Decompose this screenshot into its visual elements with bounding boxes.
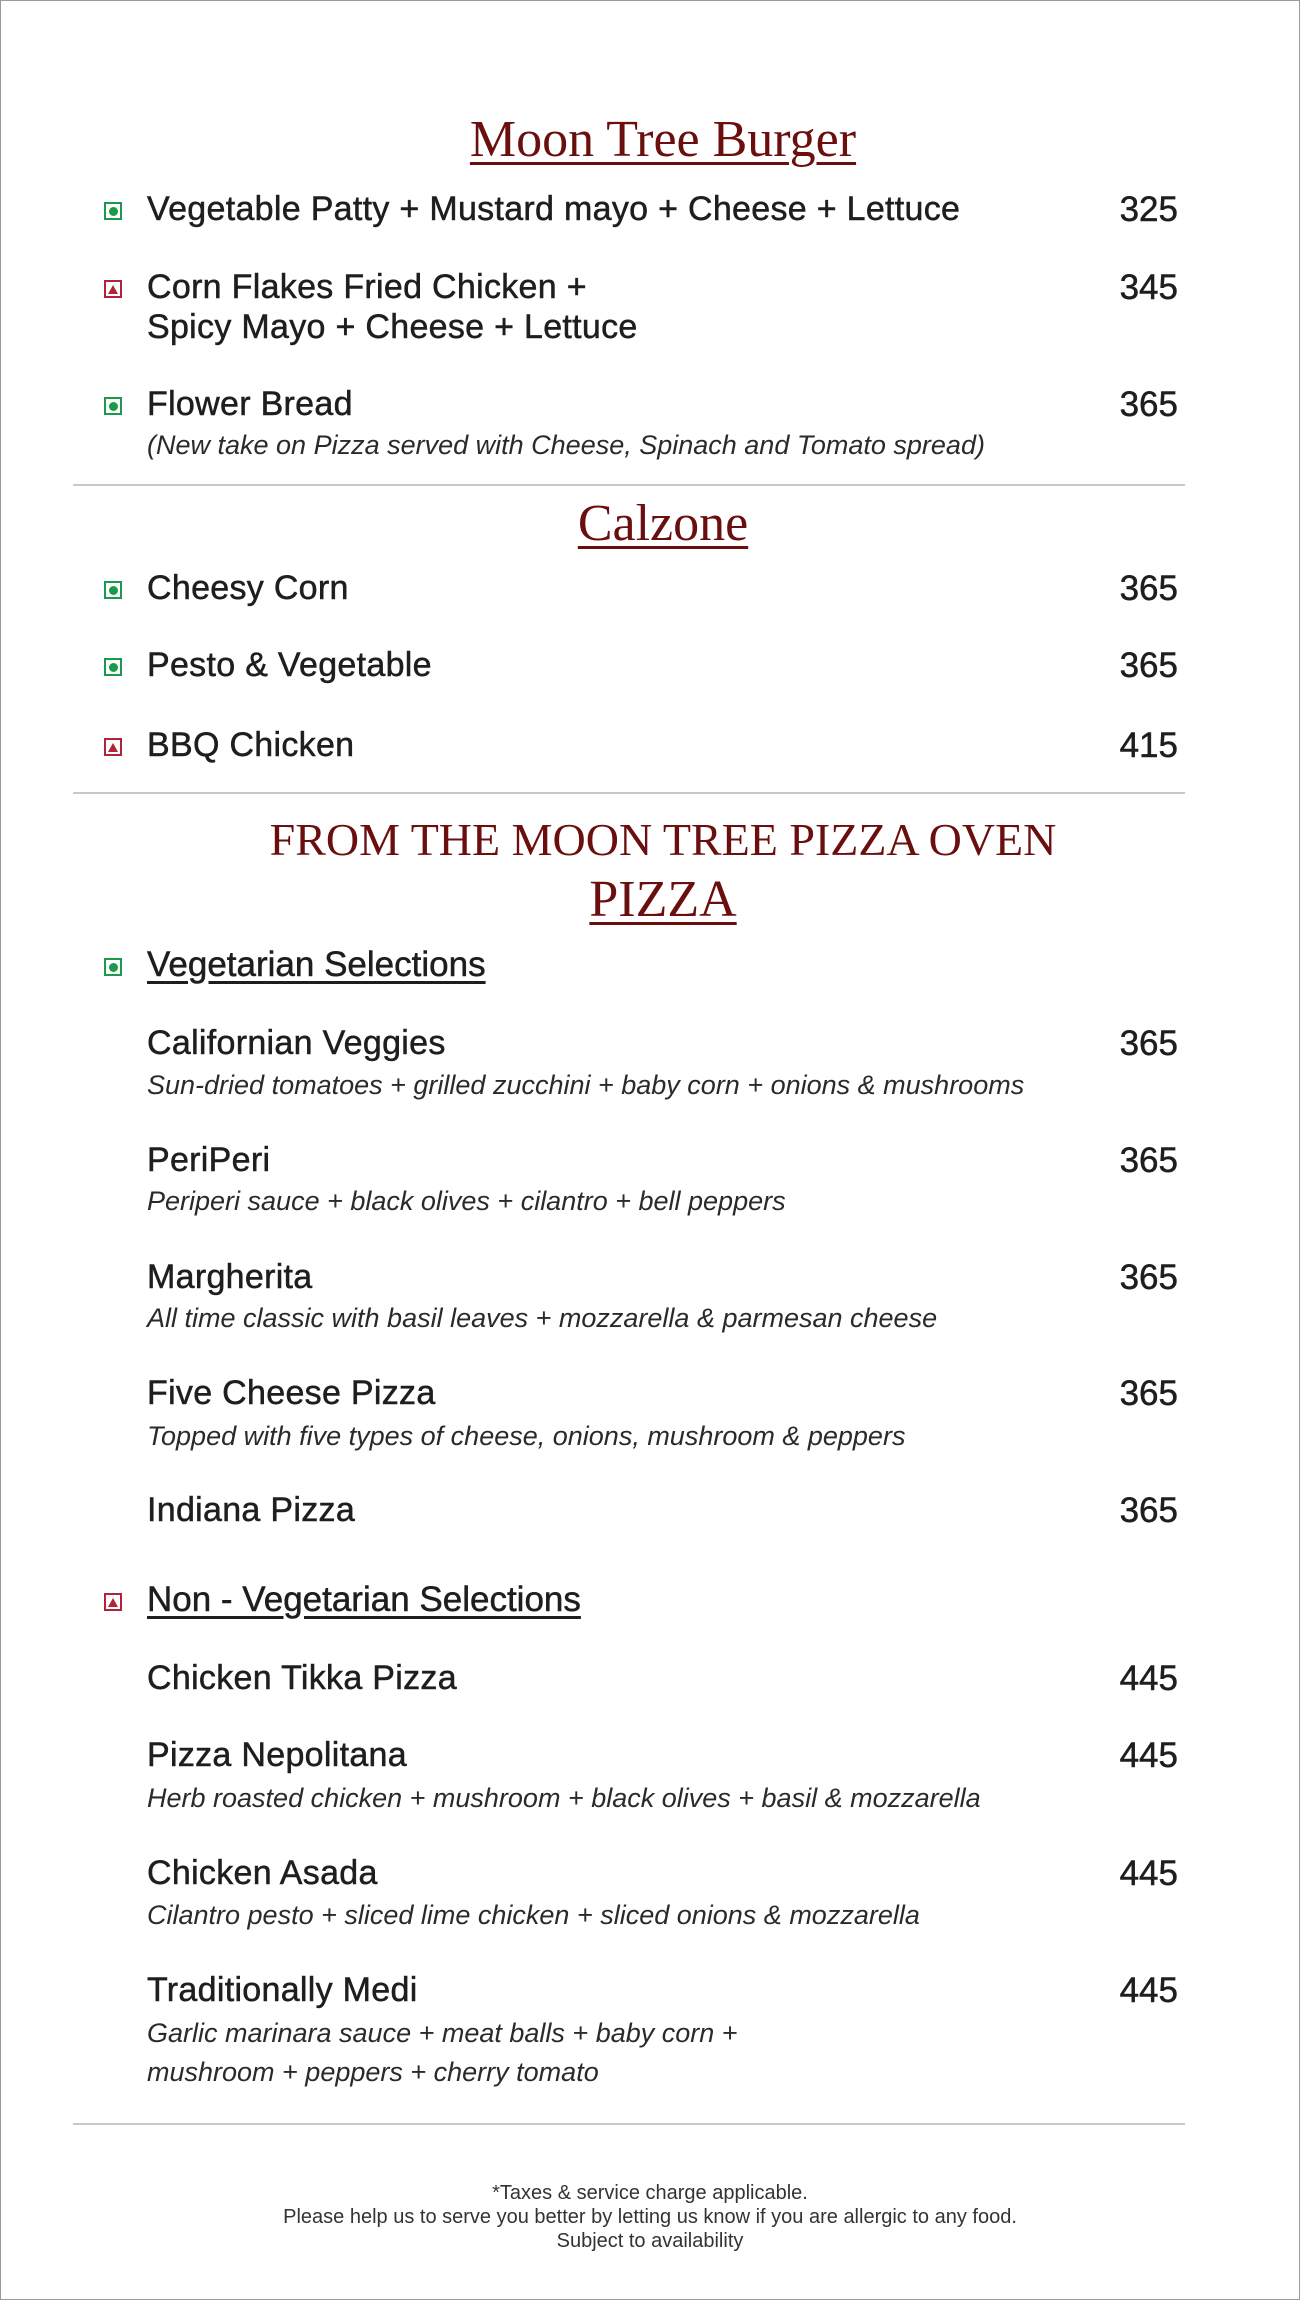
item-price: 365 (1119, 385, 1178, 424)
item-name: BBQ Chicken (147, 726, 355, 764)
pizza-oven-heading: FROM THE MOON TREE PIZZA OVEN (269, 814, 1057, 865)
item-description: Herb roasted chicken + mushroom + black olives + basil & mozzarella (147, 1783, 981, 1813)
item-price: 365 (1119, 646, 1178, 685)
item-price: 445 (1119, 1659, 1178, 1698)
item-name: Californian Veggies (147, 1024, 446, 1062)
item-name: Chicken Tikka Pizza (147, 1659, 457, 1697)
item-price: 365 (1119, 1258, 1178, 1297)
veg-icon (104, 581, 122, 599)
item-price: 325 (1119, 190, 1178, 229)
veg-icon (104, 658, 122, 676)
veg-selections-label: Vegetarian Selections (147, 945, 486, 984)
item-name: Corn Flakes Fried Chicken + (147, 268, 587, 306)
item-description: All time classic with basil leaves + mozzarella & parmesan cheese (147, 1303, 938, 1333)
divider (73, 2123, 1185, 2125)
veg-icon (104, 202, 122, 220)
item-name: Pizza Nepolitana (147, 1736, 407, 1774)
item-description: Topped with five types of cheese, onions, mushroom & peppers (147, 1421, 906, 1451)
section-title-pizza: PIZZA (589, 871, 737, 928)
item-name: Cheesy Corn (147, 569, 349, 607)
divider (73, 484, 1185, 486)
nonveg-icon (104, 1593, 122, 1611)
nonveg-icon (104, 738, 122, 756)
item-price: 365 (1119, 1374, 1178, 1413)
item-name: Spicy Mayo + Cheese + Lettuce (147, 308, 638, 346)
item-description: Garlic marinara sauce + meat balls + baby corn + (147, 2018, 738, 2048)
nonveg-icon (104, 280, 122, 298)
item-price: 345 (1119, 268, 1178, 307)
section-title-calzone: Calzone (577, 495, 749, 552)
item-name: Indiana Pizza (147, 1491, 356, 1529)
item-name: Flower Bread (147, 385, 353, 423)
item-description: Periperi sauce + black olives + cilantro + bell peppers (147, 1186, 786, 1216)
item-price: 445 (1119, 1854, 1178, 1893)
item-price: 365 (1119, 569, 1178, 608)
item-name: Chicken Asada (147, 1854, 378, 1892)
item-name: Pesto & Vegetable (147, 646, 432, 684)
item-name: Five Cheese Pizza (147, 1374, 436, 1412)
footer-availability-note: Subject to availability (556, 2230, 744, 2252)
veg-icon (104, 397, 122, 415)
footer-allergy-note: Please help us to serve you better by letting us know if you are allergic to any food. (283, 2206, 1017, 2228)
item-description: Sun-dried tomatoes + grilled zucchini + baby corn + onions & mushrooms (147, 1070, 1025, 1100)
item-price: 415 (1119, 726, 1178, 765)
item-description: (New take on Pizza served with Cheese, Spinach and Tomato spread) (147, 430, 985, 460)
item-price: 365 (1119, 1141, 1178, 1180)
item-price: 445 (1119, 1736, 1178, 1775)
item-name: Traditionally Medi (147, 1971, 418, 2009)
item-price: 445 (1119, 1971, 1178, 2010)
item-price: 365 (1119, 1024, 1178, 1063)
item-name: Margherita (147, 1258, 313, 1296)
veg-icon (104, 958, 122, 976)
item-name: PeriPeri (147, 1141, 271, 1179)
item-name: Vegetable Patty + Mustard mayo + Cheese + Lettuce (147, 190, 961, 228)
divider (73, 792, 1185, 794)
item-description: mushroom + peppers + cherry tomato (147, 2057, 599, 2087)
footer-taxes-note: *Taxes & service charge applicable. (492, 2182, 808, 2204)
nonveg-selections-label: Non - Vegetarian Selections (147, 1580, 581, 1619)
item-description: Cilantro pesto + sliced lime chicken + sliced onions & mozzarella (147, 1900, 920, 1930)
item-price: 365 (1119, 1491, 1178, 1530)
section-title-burger: Moon Tree Burger (469, 111, 857, 168)
